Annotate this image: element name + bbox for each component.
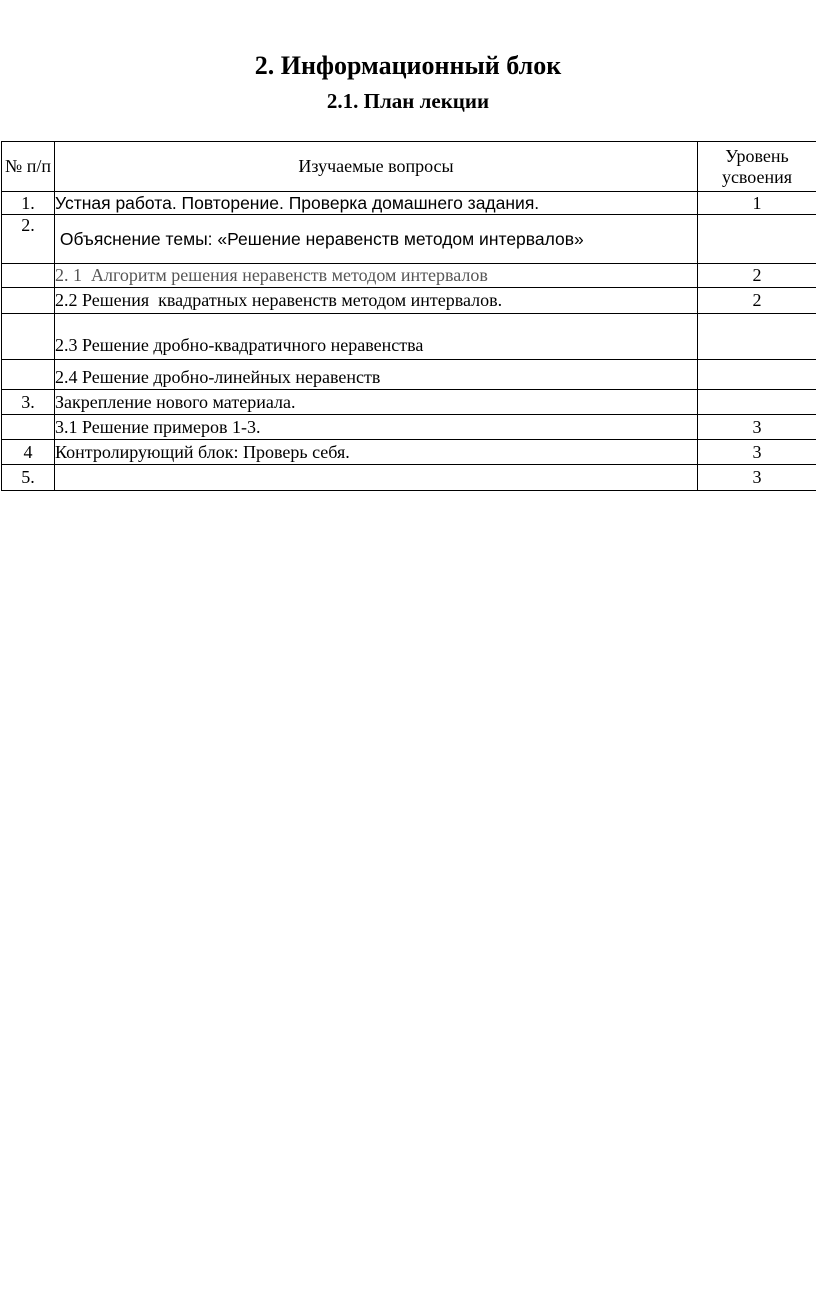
row-level — [698, 314, 816, 360]
table-row — [2, 360, 816, 390]
row-level: 1 — [698, 192, 816, 215]
row-topic: 2.4 Решение дробно-линейных неравенств — [55, 360, 698, 390]
row-num — [2, 415, 55, 440]
row-level — [698, 360, 816, 390]
table-header-row — [2, 142, 816, 192]
row-topic: Объяснение темы: «Решение неравенств методом интервалов» — [55, 215, 698, 264]
row-level: 3 — [698, 415, 816, 440]
row-topic: 2.2 Решения квадратных неравенств методом интервалов. — [55, 288, 698, 314]
row-level: 3 — [698, 465, 816, 491]
row-num: 3. — [2, 390, 55, 415]
table-row — [2, 440, 816, 465]
table-row — [2, 390, 816, 415]
section-subtitle: 2.1. План лекции — [326, 89, 490, 113]
row-topic — [55, 465, 698, 491]
table-row — [2, 215, 816, 264]
row-topic: Контролирующий блок: Проверь себя. — [55, 440, 698, 465]
section-title: 2. Информационный блок — [254, 51, 562, 80]
row-num: 4 — [2, 440, 55, 465]
row-num: 1. — [2, 192, 55, 215]
row-level: 2 — [698, 264, 816, 288]
table-row — [2, 465, 816, 491]
row-level — [698, 215, 816, 264]
row-num — [2, 264, 55, 288]
row-num — [2, 360, 55, 390]
table-row — [2, 192, 816, 215]
row-topic: Закрепление нового материала. — [55, 390, 698, 415]
row-level — [698, 390, 816, 415]
header-topic: Изучаемые вопросы — [55, 142, 698, 192]
row-topic: 2. 1 Алгоритм решения неравенств методом интервалов — [55, 264, 698, 288]
table-row — [2, 415, 816, 440]
lecture-plan-table — [1, 141, 816, 491]
row-level: 3 — [698, 440, 816, 465]
table-row — [2, 264, 816, 288]
row-topic: 2.3 Решение дробно-квадратичного неравенства — [55, 314, 698, 360]
header-level: Уровень усвоения — [698, 142, 816, 192]
table-row — [2, 314, 816, 360]
row-level: 2 — [698, 288, 816, 314]
table-row — [2, 288, 816, 314]
row-num: 2. — [2, 215, 55, 264]
header-num: № п/п — [2, 142, 55, 192]
row-num — [2, 288, 55, 314]
row-topic: 3.1 Решение примеров 1-3. — [55, 415, 698, 440]
row-num — [2, 314, 55, 360]
row-topic: Устная работа. Повторение. Проверка домашнего задания. — [55, 192, 698, 215]
row-num: 5. — [2, 465, 55, 491]
